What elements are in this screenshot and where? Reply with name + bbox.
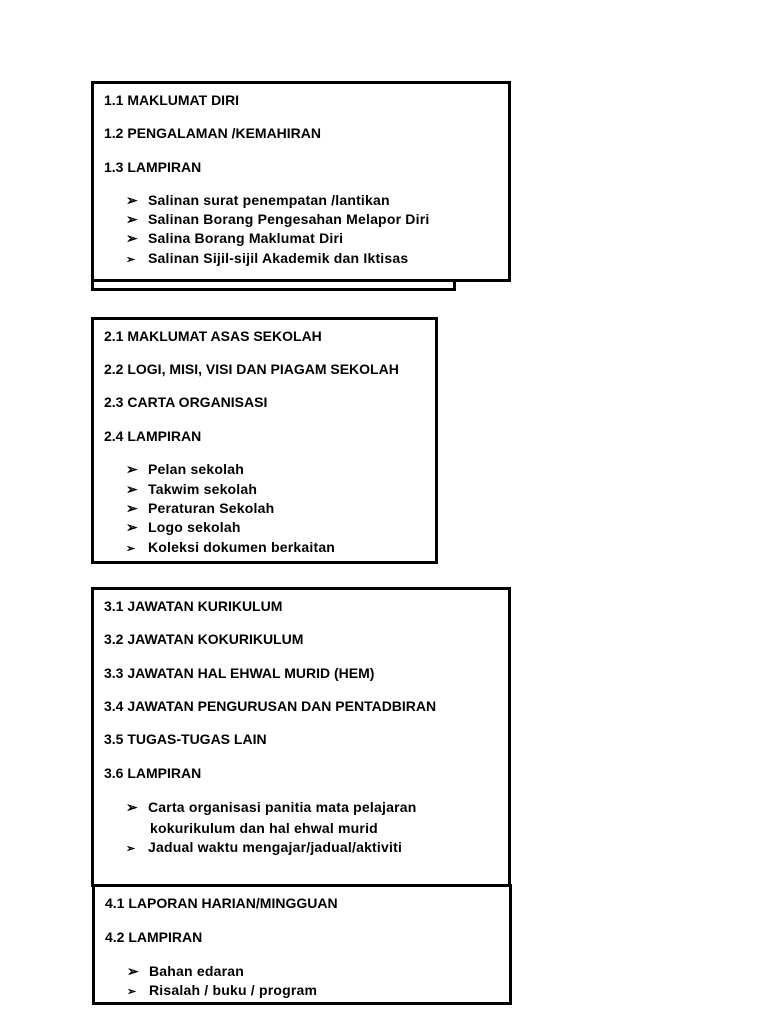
heading-3-5: 3.5 TUGAS-TUGAS LAIN [104,731,267,747]
list-item: ➢ Salinan surat penempatan /lantikan [126,192,390,208]
heading-2-3: 2.3 CARTA ORGANISASI [104,394,268,410]
heading-1-3: 1.3 LAMPIRAN [104,159,202,175]
heading-2-2: 2.2 LOGI, MISI, VISI DAN PIAGAM SEKOLAH [104,361,399,377]
arrow-bullet-icon: ➢ [127,986,137,998]
list-item-continuation: kokurikulum dan hal ehwal murid [150,820,378,836]
heading-1-2: 1.2 PENGALAMAN /KEMAHIRAN [104,125,322,141]
arrow-bullet-icon: ➢ [126,799,138,815]
list-item: ➢ Koleksi dokumen berkaitan [126,539,336,555]
heading-1-1: 1.1 MAKLUMAT DIRI [104,92,240,108]
arrow-bullet-icon: ➢ [126,211,138,227]
heading-3-3: 3.3 JAWATAN HAL EHWAL MURID (HEM) [104,665,375,681]
heading-3-2: 3.2 JAWATAN KOKURIKULUM [104,631,304,647]
list-item: ➢ Peraturan Sekolah [126,500,275,516]
list-item: ➢ Salina Borang Maklumat Diri [126,230,344,246]
section-3-box [91,587,511,887]
list-item: ➢ Salinan Sijil-sijil Akademik dan Iktisas [126,250,409,266]
arrow-bullet-icon: ➢ [126,254,136,266]
list-item: ➢ Logo sekolah [126,519,241,535]
arrow-bullet-icon: ➢ [127,963,139,979]
list-item: ➢ Jadual waktu mengajar/jadual/aktiviti [126,839,403,855]
heading-2-4: 2.4 LAMPIRAN [104,428,202,444]
list-item: ➢ Salinan Borang Pengesahan Melapor Diri [126,211,430,227]
list-item: ➢ Carta organisasi panitia mata pelajaran [126,799,417,815]
arrow-bullet-icon: ➢ [126,230,138,246]
arrow-bullet-icon: ➢ [126,500,138,516]
arrow-bullet-icon: ➢ [126,192,138,208]
heading-3-4: 3.4 JAWATAN PENGURUSAN DAN PENTADBIRAN [104,698,437,714]
arrow-bullet-icon: ➢ [126,519,138,535]
list-item: ➢ Risalah / buku / program [127,982,318,998]
list-item: ➢ Bahan edaran [127,963,244,979]
heading-4-2: 4.2 LAMPIRAN [105,929,203,945]
heading-3-6: 3.6 LAMPIRAN [104,765,202,781]
arrow-bullet-icon: ➢ [126,481,138,497]
arrow-bullet-icon: ➢ [126,843,136,855]
heading-3-1: 3.1 JAWATAN KURIKULUM [104,598,283,614]
list-item: ➢ Pelan sekolah [126,461,244,477]
section-4-box [92,884,512,1005]
section-1-box [91,81,511,282]
list-item: ➢ Takwim sekolah [126,481,258,497]
arrow-bullet-icon: ➢ [126,461,138,477]
section-2-box [91,317,438,564]
arrow-bullet-icon: ➢ [126,543,136,555]
heading-4-1: 4.1 LAPORAN HARIAN/MINGGUAN [105,895,338,911]
heading-2-1: 2.1 MAKLUMAT ASAS SEKOLAH [104,328,322,344]
